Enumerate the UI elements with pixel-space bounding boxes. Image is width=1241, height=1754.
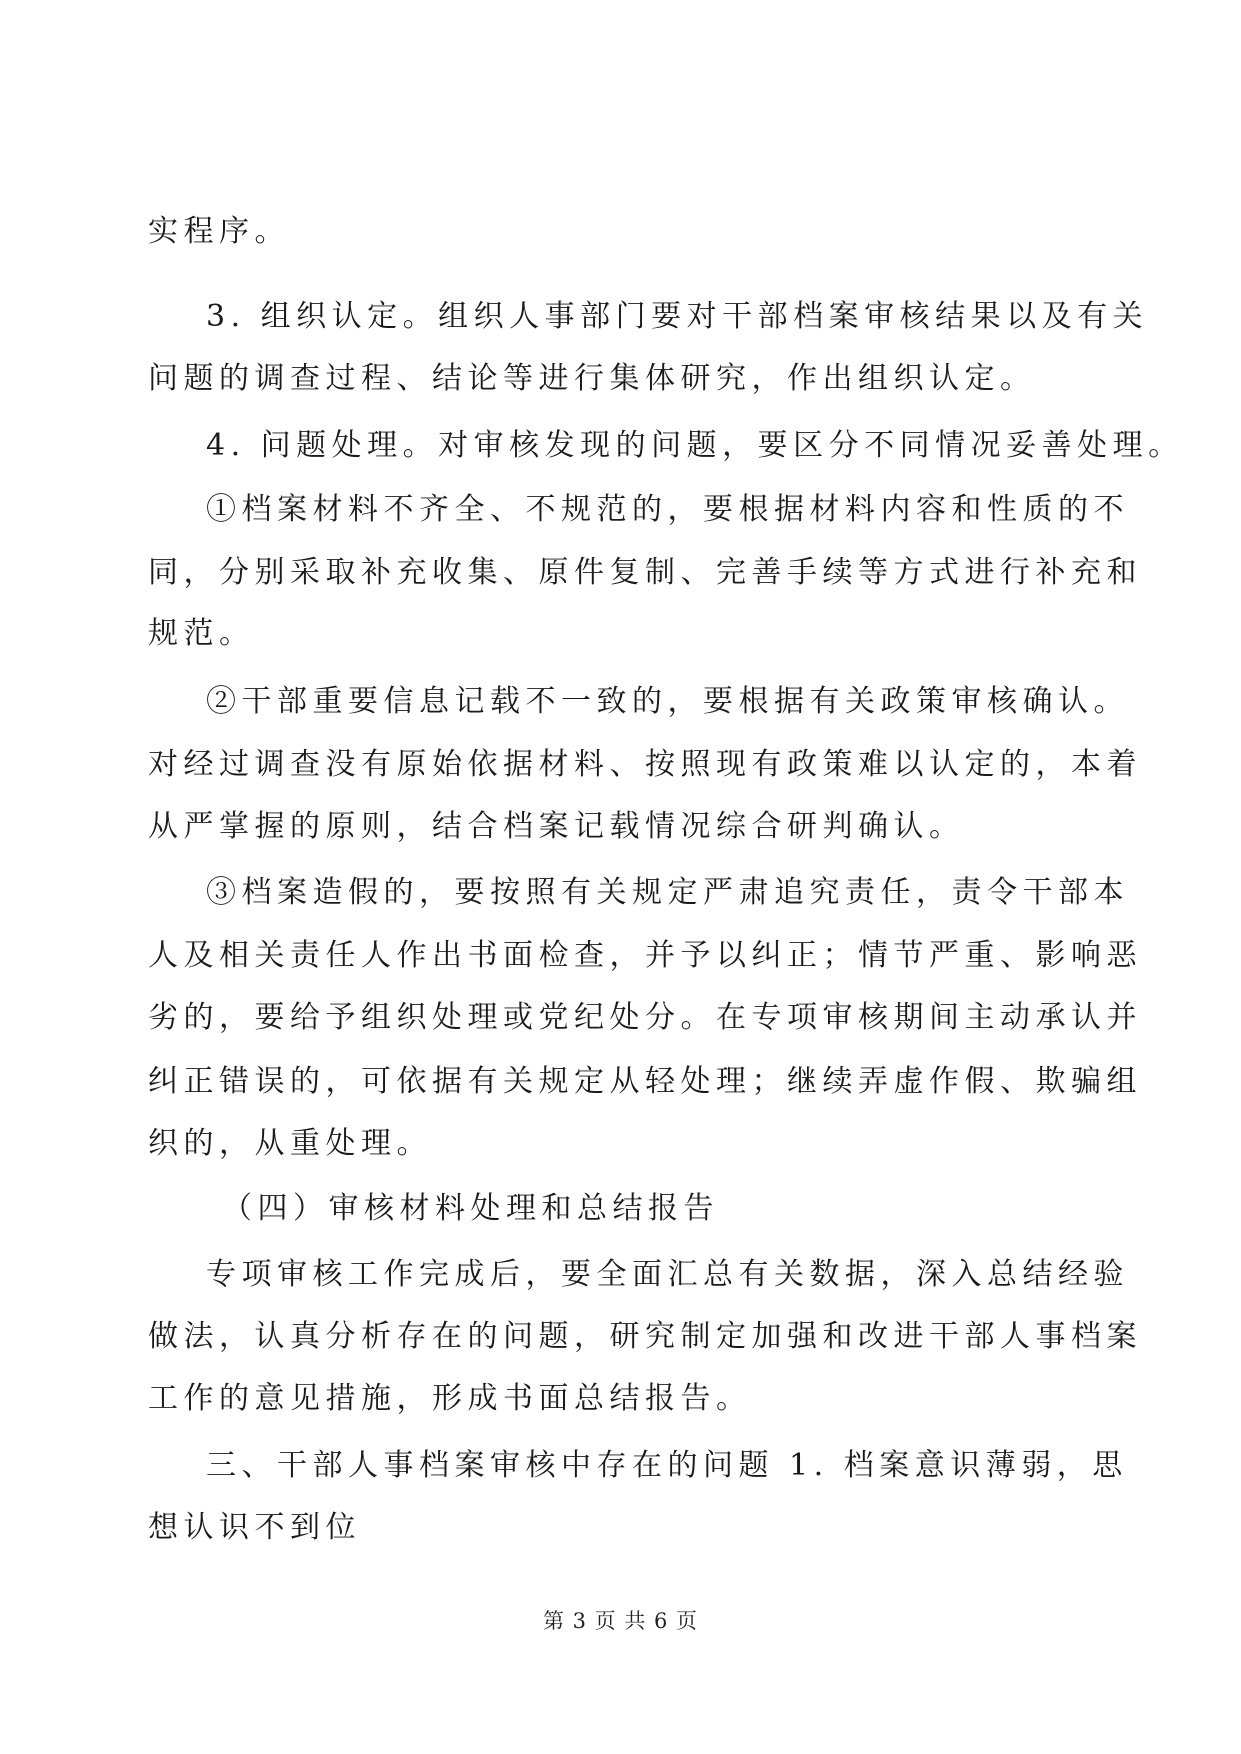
body-line: 劣的，要给予组织处理或党纪处分。在专项审核期间主动承认并 bbox=[148, 1000, 1142, 1035]
body-line: 问题的调查过程、结论等进行集体研究，作出组织认定。 bbox=[148, 361, 1036, 396]
body-line: 三、干部人事档案审核中存在的问题 1. 档案意识薄弱，思 bbox=[206, 1448, 1128, 1483]
body-line: 人及相关责任人作出书面检查，并予以纠正；情节严重、影响恶 bbox=[148, 938, 1142, 973]
body-line: ②干部重要信息记载不一致的，要根据有关政策审核确认。 bbox=[206, 684, 1129, 719]
body-line: 纠正错误的，可依据有关规定从轻处理；继续弄虚作假、欺骗组 bbox=[148, 1064, 1142, 1099]
body-line: 工作的意见措施，形成书面总结报告。 bbox=[148, 1381, 752, 1416]
body-line: 做法，认真分析存在的问题，研究制定加强和改进干部人事档案 bbox=[148, 1319, 1142, 1354]
body-line: 规范。 bbox=[148, 616, 255, 651]
body-line: ①档案材料不齐全、不规范的，要根据材料内容和性质的不 bbox=[206, 492, 1129, 527]
body-line: 织的，从重处理。 bbox=[148, 1126, 432, 1161]
body-line: 4. 问题处理。对审核发现的问题，要区分不同情况妥善处理。 bbox=[206, 428, 1184, 463]
body-line: 对经过调查没有原始依据材料、按照现有政策难以认定的，本着 bbox=[148, 747, 1142, 782]
body-line: 同，分别采取补充收集、原件复制、完善手续等方式进行补充和 bbox=[148, 555, 1142, 590]
page-number-footer: 第 3 页 共 6 页 bbox=[542, 1609, 699, 1633]
body-line: 实程序。 bbox=[148, 214, 290, 249]
body-line: 从严掌握的原则，结合档案记载情况综合研判确认。 bbox=[148, 809, 965, 844]
body-line: 想认识不到位 bbox=[148, 1510, 361, 1545]
section-heading: （四）审核材料处理和总结报告 bbox=[222, 1191, 719, 1226]
body-line: 3. 组织认定。组织人事部门要对干部档案审核结果以及有关 bbox=[206, 299, 1149, 334]
body-line: ③档案造假的，要按照有关规定严肃追究责任，责令干部本 bbox=[206, 875, 1129, 910]
body-line: 专项审核工作完成后，要全面汇总有关数据，深入总结经验 bbox=[206, 1257, 1129, 1292]
